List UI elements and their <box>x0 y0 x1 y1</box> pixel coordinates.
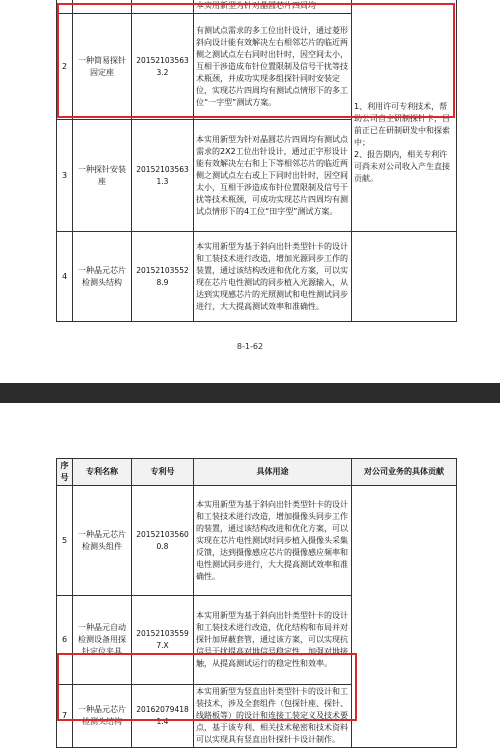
header-use: 具体用途 <box>194 459 352 486</box>
patent-use: 本实用新型为基于斜向出针类型针卡的设计和工装技术进行改造，增加摄像头同步工作的装置，通过该结构改进和优化方案，可以实现在芯片电性测试时同步植入摄像头采集反馈，达到摄像感应芯片的摄像感应频率和电性测试同步进行，大大提高测试效率和准确性。 <box>194 486 352 596</box>
business-contribution <box>352 232 457 322</box>
patent-number: 201521035528.9 <box>132 232 194 322</box>
row-number: 3 <box>57 120 73 232</box>
patent-use: 有测试点需求的多工位出针设计，通过菱形斜向设计能有效解决左右相邻芯片的临近两侧之测试点左右同时出针时，因空间太小，互相干涉造成布针位置限制及信号干扰等技术瓶颈，并成功实现多组探针同时安装定位，实现芯片四周均有测试点情形下的多工位“一字型”测试方案。 <box>194 14 352 120</box>
patent-number: 201521035597.X <box>132 596 194 685</box>
row-number: 2 <box>57 14 73 120</box>
document-page-bottom <box>0 403 500 744</box>
patent-use: 本实用新型为基于斜向出针类型针卡的设计和工装技术进行改造，增加光源同步工作的装置，通过该结构改进和优化方案，可以实现在芯片电性测试的同步植入光源输入，从达到实现感芯片的光照测试和电性测试同步进行，大大提高测试效率和准确性。 <box>194 232 352 322</box>
business-contribution <box>352 486 457 748</box>
header-name: 专利名称 <box>73 459 132 486</box>
table-row <box>57 232 457 322</box>
patent-name: 一种晶元芯片检测头组件 <box>73 486 132 596</box>
business-contribution <box>352 0 457 232</box>
page-number: 8-1-62 <box>236 342 264 351</box>
header-contribution: 对公司业务的具体贡献 <box>352 459 457 486</box>
page-divider <box>0 383 500 403</box>
patent-use: 本实用新型为针对晶圆芯片四周均有测试点需求的2X2工位出针设计，通过正字形设计能有效解决左右和上下等相邻芯片的临近两侧之测试点左右或上下同时出针时，因空间太小，互相干涉造成布针位置限制及信号干扰等技术瓶颈，可成功实现芯片四周均有测试点情形下的4工位“田字型”测试方案。 <box>194 120 352 232</box>
row-number: 6 <box>57 596 73 685</box>
contribution-2: 2、报告期内，相关专利许可尚未对公司收入产生直接贡献。 <box>354 150 450 183</box>
patent-use: 本实用新型为针对晶圆芯片四周均 <box>194 0 352 14</box>
patent-number <box>132 0 194 14</box>
table-header-row <box>57 459 457 486</box>
contribution-1: 1、利用许可专利技术，帮助公司自主研制探针卡，目前正已在研制研发中和探索中； <box>354 102 450 147</box>
patent-number: 201620794181.4 <box>132 685 194 748</box>
patent-table-top <box>56 0 457 322</box>
table-row <box>57 0 457 14</box>
patent-name: 一种晶元芯片检测头结构 <box>73 232 132 322</box>
patent-use: 本实用新型为竖直出针类型针卡的设计和工装技术，涉及全套组件（包探针座、探针、线路板等）的设计和连接工装定义及技术要点，基于该专利、相关技术秘密和技术资料可以实现具有竖直出针探针卡设计制作。 <box>194 685 352 748</box>
row-number: 5 <box>57 486 73 596</box>
patent-name: 一种探针安装座 <box>73 120 132 232</box>
patent-number: 201521035633.2 <box>132 14 194 120</box>
row-number: 7 <box>57 685 73 748</box>
row-number <box>57 0 73 14</box>
patent-number: 201521035631.3 <box>132 120 194 232</box>
patent-use: 本实用新型为基于斜向出针类型针卡的设计和工装技术进行改造，优化结构和布局并对探针加屏蔽套管，通过该方案，可以实现抗信号干扰提高对地信号稳定性，加强对地接触，从提高测试运行的稳定性和效率。 <box>194 596 352 685</box>
patent-name: 一种晶元芯片检测头结构 <box>73 685 132 748</box>
patent-table-bottom <box>56 458 457 748</box>
header-number: 专利号 <box>132 459 194 486</box>
patent-name: 一种晶元自动检测设备用探针定位夹具 <box>73 596 132 685</box>
row-number: 4 <box>57 232 73 322</box>
patent-name <box>73 0 132 14</box>
header-no: 序号 <box>57 459 73 486</box>
patent-name: 一种简易探针固定座 <box>73 14 132 120</box>
patent-number: 201521035600.8 <box>132 486 194 596</box>
table-row <box>57 486 457 596</box>
